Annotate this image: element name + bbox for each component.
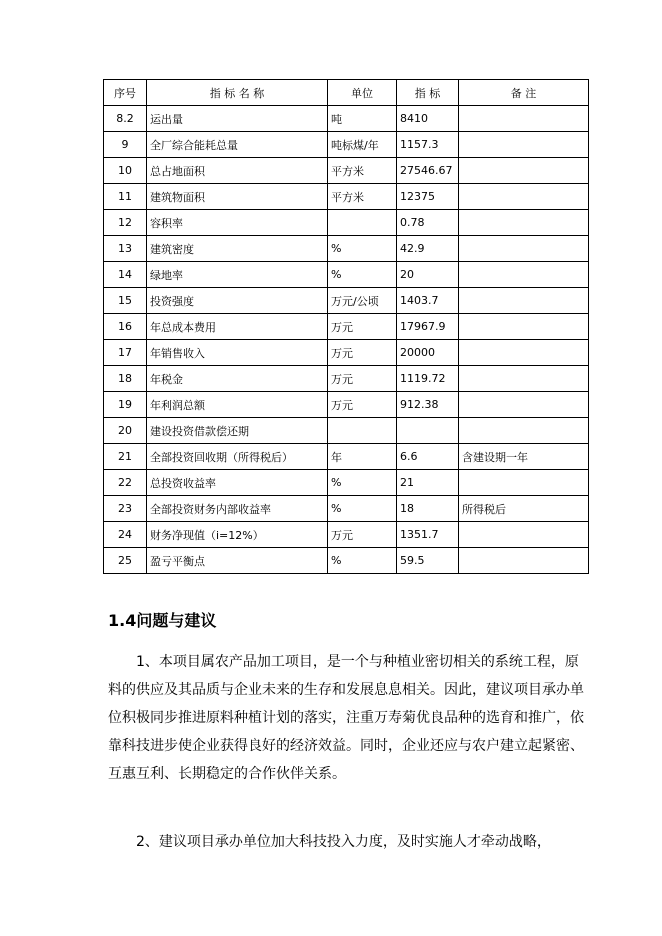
table-row (104, 184, 589, 210)
cell-unit: 平方米 (328, 184, 397, 210)
cell-note (459, 106, 589, 132)
cell-name: 投资强度 (147, 288, 328, 314)
cell-no: 17 (104, 340, 147, 366)
cell-no: 11 (104, 184, 147, 210)
cell-unit: % (328, 262, 397, 288)
cell-name: 全厂综合能耗总量 (147, 132, 328, 158)
cell-unit: 年 (328, 444, 397, 470)
table-row (104, 210, 589, 236)
cell-unit: 吨标煤/年 (328, 132, 397, 158)
cell-name: 总占地面积 (147, 158, 328, 184)
cell-name: 绿地率 (147, 262, 328, 288)
cell-name: 财务净现值（i=12%） (147, 522, 328, 548)
cell-note: 所得税后 (459, 496, 589, 522)
header-value: 指 标 (397, 80, 459, 106)
cell-name: 建筑密度 (147, 236, 328, 262)
cell-value: 6.6 (397, 444, 459, 470)
table-row (104, 496, 589, 522)
cell-note (459, 522, 589, 548)
table-row (104, 366, 589, 392)
table-row (104, 262, 589, 288)
cell-value: 20 (397, 262, 459, 288)
cell-value: 42.9 (397, 236, 459, 262)
cell-value: 8410 (397, 106, 459, 132)
cell-note (459, 314, 589, 340)
cell-note (459, 340, 589, 366)
cell-unit: % (328, 236, 397, 262)
table-row (104, 548, 589, 574)
cell-note (459, 158, 589, 184)
cell-note (459, 210, 589, 236)
cell-note (459, 548, 589, 574)
cell-name: 年销售收入 (147, 340, 328, 366)
header-no: 序号 (104, 80, 147, 106)
table-row (104, 106, 589, 132)
cell-note (459, 392, 589, 418)
cell-note (459, 366, 589, 392)
cell-name: 建筑物面积 (147, 184, 328, 210)
cell-note (459, 470, 589, 496)
table-row (104, 392, 589, 418)
cell-no: 19 (104, 392, 147, 418)
cell-note (459, 236, 589, 262)
cell-no: 16 (104, 314, 147, 340)
cell-value: 59.5 (397, 548, 459, 574)
table-row (104, 418, 589, 444)
cell-no: 15 (104, 288, 147, 314)
header-name: 指 标 名 称 (147, 80, 328, 106)
cell-unit (328, 418, 397, 444)
cell-name: 全部投资回收期（所得税后） (147, 444, 328, 470)
cell-note (459, 288, 589, 314)
table-row (104, 158, 589, 184)
cell-unit: 吨 (328, 106, 397, 132)
table-row (104, 132, 589, 158)
table-header-row (104, 80, 589, 106)
cell-note (459, 262, 589, 288)
cell-no: 22 (104, 470, 147, 496)
cell-note (459, 132, 589, 158)
cell-unit: 万元/公顷 (328, 288, 397, 314)
cell-name: 全部投资财务内部收益率 (147, 496, 328, 522)
cell-value: 12375 (397, 184, 459, 210)
table-row (104, 444, 589, 470)
cell-unit: 万元 (328, 522, 397, 548)
cell-value: 18 (397, 496, 459, 522)
cell-unit: 万元 (328, 340, 397, 366)
table-row (104, 340, 589, 366)
indicator-table (103, 79, 589, 574)
table-row (104, 288, 589, 314)
cell-name: 容积率 (147, 210, 328, 236)
cell-note (459, 184, 589, 210)
header-note: 备 注 (459, 80, 589, 106)
header-unit: 单位 (328, 80, 397, 106)
cell-note: 含建设期一年 (459, 444, 589, 470)
cell-value (397, 418, 459, 444)
cell-name: 年税金 (147, 366, 328, 392)
cell-value: 20000 (397, 340, 459, 366)
cell-value: 1119.72 (397, 366, 459, 392)
cell-unit: 万元 (328, 314, 397, 340)
cell-value: 1403.7 (397, 288, 459, 314)
cell-unit: 平方米 (328, 158, 397, 184)
cell-no: 21 (104, 444, 147, 470)
cell-value: 17967.9 (397, 314, 459, 340)
cell-name: 年总成本费用 (147, 314, 328, 340)
cell-name: 总投资收益率 (147, 470, 328, 496)
cell-no: 24 (104, 522, 147, 548)
cell-no: 14 (104, 262, 147, 288)
cell-no: 12 (104, 210, 147, 236)
cell-unit: 万元 (328, 392, 397, 418)
paragraph-1: 1、本项目属农产品加工项目，是一个与种植业密切相关的系统工程，原料的供应及其品质与企业未来的生存和发展息息相关。因此，建议项目承办单位积极同步推进原料种植计划的落实，注重万寿菊优良品种的选育和推广，依靠科技进步使企业获得良好的经济效益。同时，企业还应与农户建立起紧密、互惠互利、长期稳定的合作伙伴关系。 (108, 654, 584, 782)
cell-value: 1157.3 (397, 132, 459, 158)
cell-note (459, 418, 589, 444)
cell-no: 25 (104, 548, 147, 574)
cell-no: 20 (104, 418, 147, 444)
cell-no: 10 (104, 158, 147, 184)
cell-no: 8.2 (104, 106, 147, 132)
table-row (104, 470, 589, 496)
cell-value: 27546.67 (397, 158, 459, 184)
cell-name: 年利润总额 (147, 392, 328, 418)
cell-value: 1351.7 (397, 522, 459, 548)
cell-no: 13 (104, 236, 147, 262)
cell-unit: % (328, 496, 397, 522)
cell-value: 0.78 (397, 210, 459, 236)
cell-no: 18 (104, 366, 147, 392)
cell-no: 23 (104, 496, 147, 522)
table-row (104, 236, 589, 262)
section-title: 1.4问题与建议 (108, 611, 217, 630)
cell-value: 912.38 (397, 392, 459, 418)
table-body (104, 106, 589, 574)
table-row (104, 522, 589, 548)
cell-name: 运出量 (147, 106, 328, 132)
cell-unit: % (328, 470, 397, 496)
cell-unit: 万元 (328, 366, 397, 392)
cell-name: 建设投资借款偿还期 (147, 418, 328, 444)
cell-no: 9 (104, 132, 147, 158)
cell-unit: % (328, 548, 397, 574)
table-row (104, 314, 589, 340)
cell-name: 盈亏平衡点 (147, 548, 328, 574)
cell-unit (328, 210, 397, 236)
paragraph-2: 2、建议项目承办单位加大科技投入力度，及时实施人才牵动战略， (136, 834, 551, 850)
cell-value: 21 (397, 470, 459, 496)
